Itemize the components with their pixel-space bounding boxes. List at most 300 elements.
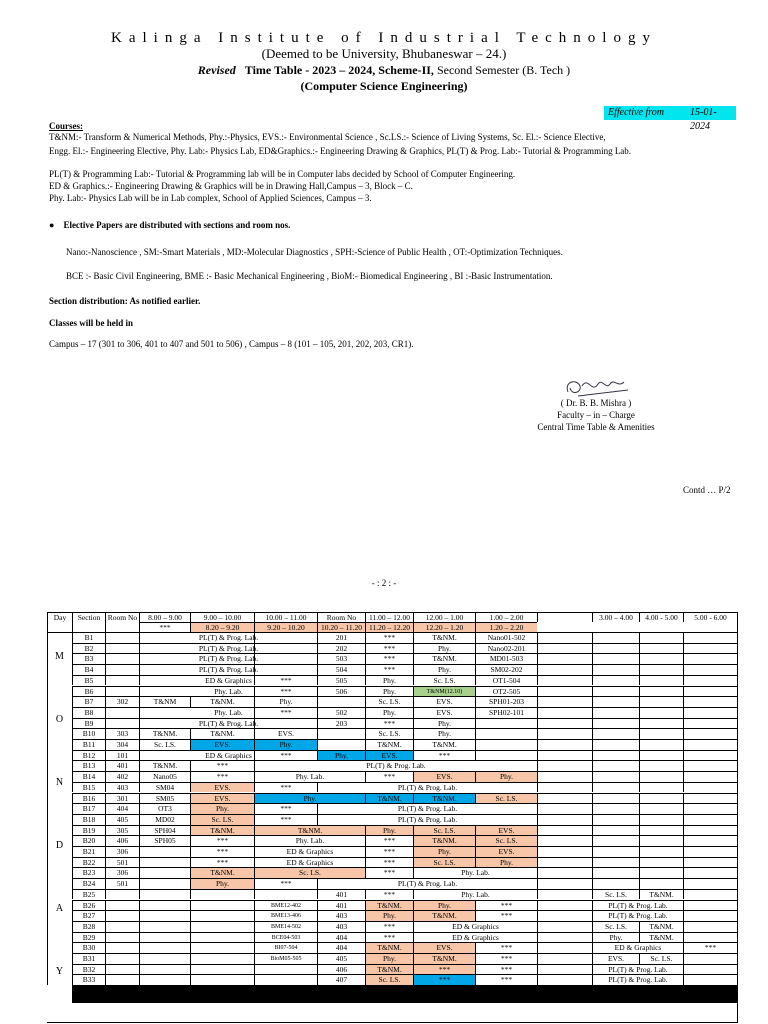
timetable-cell [683,932,737,943]
timetable-cell [537,932,592,943]
timetable-cell: Phy. Lab. [413,867,537,878]
header-slot: 3.00 – 4.00 [592,612,639,622]
timetable-cell [537,878,592,889]
timetable-cell: Phy. Lab. [139,686,317,697]
timetable-cell [537,921,592,932]
day-letter: Y [55,967,64,977]
timetable-cell [190,921,254,932]
timetable-cell: Phy. [413,846,475,857]
timetable-cell: MD01-503 [475,653,537,664]
section-cell: B29 [72,932,105,943]
timetable-cell [683,900,737,911]
timetable-cell [254,696,317,707]
timetable-cell [190,942,254,953]
timetable-cell: EVS. [190,739,254,750]
room-cell [105,675,139,686]
timetable-cell: *** [475,953,537,964]
timetable-cell: 506 [317,686,365,697]
timetable-cell: SM04 [139,782,190,793]
timetable-cell: *** [254,686,317,697]
timetable-cell [139,964,190,975]
timetable-cell [592,878,639,889]
header-slot: 1.00 – 2.00 [475,612,537,622]
header-section: Section [72,612,105,632]
section-cell: B8 [72,707,105,718]
timetable-cell: Phy. [190,878,254,889]
timetable-cell [639,814,683,825]
timetable-cell: SM05 [139,793,190,804]
room-cell [105,921,139,932]
timetable-cell: Sc. LS. [254,867,365,878]
elective-text: Elective Papers are distributed with sections and room nos. [63,220,291,230]
timetable-cell: SPH05 [139,835,190,846]
effective-date: 15-01-2024 [690,107,717,132]
timetable-cell: T&NM. [190,867,254,878]
scheme-label: Scheme-II, [378,63,434,77]
timetable-cell: T&NM. [254,825,365,836]
timetable-cell: PL(T) & Prog. Lab. [592,910,683,921]
header-slot: 9.00 – 10.00 [190,612,254,622]
timetable-cell: ED & Graphics [139,750,317,761]
timetable-cell [639,653,683,664]
elective-abbr-1: Nano:-Nanoscience , SM:-Smart Materials , MD:-Molecular Diagnostics , SPH:-Science of Public Health , OT:-Optimization Techniques. [66,247,563,257]
room-cell: 404 [105,803,139,814]
section-cell: B25 [72,889,105,900]
timetable-cell: *** [254,707,317,718]
timetable-cell [683,718,737,729]
day-letter: O [55,715,64,725]
room-cell: 302 [105,696,139,707]
timetable-cell: T&NM(12.10) [413,686,475,697]
subheader-slot: 12.20 – 1.20 [413,622,475,632]
header-room: Room No [105,612,139,632]
timetable-cell: T&NM. [413,653,475,664]
timetable-cell [683,793,737,804]
timetable-cell [537,675,592,686]
timetable-cell: T&NM. [639,932,683,943]
header-slot: 12.00 – 1.00 [413,612,475,622]
timetable-cell [639,696,683,707]
timetable-cell [592,675,639,686]
timetable-cell [683,739,737,750]
section-cell: B7 [72,696,105,707]
timetable-cell: Phy. [475,771,537,782]
timetable-cell [537,707,592,718]
university-line: (Deemed to be University, Bhubaneswar – 24.) [261,46,507,61]
timetable-cell: T&NM. [413,953,475,964]
timetable-cell [683,825,737,836]
signature-image [562,372,634,400]
timetable-cell [139,942,190,953]
timetable-cell: Sc. LS. [365,974,413,985]
timetable-cell: PL(T) & Prog. Lab. [317,782,537,793]
timetable-cell [254,718,317,729]
timetable-cell: EVS. [190,782,254,793]
timetable-cell: *** [190,846,254,857]
timetable-cell: ED & Graphics [592,942,683,953]
timetable-cell [683,835,737,846]
timetable-cell: Nano01-502 [475,632,537,643]
section-cell: B1 [72,632,105,643]
timetable-cell [537,846,592,857]
timetable-cell: Sc. LS. [413,825,475,836]
header-slot: 5.00 - 6.00 [683,612,737,622]
timetable-cell: OT3 [139,803,190,814]
timetable-cell: Phy. [365,910,413,921]
timetable-cell: *** [475,900,537,911]
timetable-cell: SM02-202 [475,664,537,675]
timetable-cell: PL(T) & Prog. Lab. [592,974,683,985]
timetable-cell: BI07-504 [254,942,317,953]
timetable-cell [139,900,190,911]
timetable-cell: Phy. [317,750,365,761]
timetable-cell [592,707,639,718]
timetable-cell: *** [254,675,317,686]
effective-label: Effective from [608,107,664,118]
timetable-cell: *** [413,750,475,761]
timetable-cell [537,942,592,953]
timetable-cell: BME14-502 [254,921,317,932]
timetable-cell: Phy. [592,932,639,943]
timetable-cell: BME12-402 [254,900,317,911]
timetable-cell: Sc. LS. [365,728,413,739]
timetable-cell: *** [254,750,317,761]
branch-title: (Computer Science Engineering) [300,79,468,93]
timetable-cell [537,974,592,985]
timetable-cell: PL(T) & Prog. Lab. [139,653,317,664]
timetable-cell: EVS. [413,771,475,782]
timetable-cell [190,953,254,964]
timetable-cell: OT2-505 [475,686,537,697]
timetable-cell [592,782,639,793]
timetable-cell: *** [254,814,317,825]
timetable-cell: Phy. [365,707,413,718]
timetable-cell: Phy. [475,857,537,868]
room-cell [105,974,139,985]
timetable-cell: 406 [317,964,365,975]
timetable-cell: Phy. Lab. [413,889,537,900]
timetable-cell [592,793,639,804]
timetable-cell: T&NM. [413,793,475,804]
day-column [47,632,72,985]
timetable-cell: 401 [317,900,365,911]
timetable-cell: 401 [317,889,365,900]
timetable-cell: *** [190,760,254,771]
timetable-cell [639,760,683,771]
timetable-cell: Sc. LS. [190,814,254,825]
timetable-cell [683,867,737,878]
room-cell [105,718,139,729]
timetable-cell: SPH01-203 [475,696,537,707]
timetable-cell [475,739,537,750]
timetable-cell: Sc. LS. [139,739,190,750]
section-cell: B12 [72,750,105,761]
timetable-cell [139,878,190,889]
section-cell: B23 [72,867,105,878]
timetable-cell: ED & Graphics [254,846,365,857]
timetable-cell: Phy. [365,825,413,836]
timetable-cell [190,910,254,921]
timetable-cell [592,718,639,729]
timetable-cell [683,632,737,643]
room-cell: 305 [105,825,139,836]
timetable-cell [537,825,592,836]
timetable-cell [592,664,639,675]
timetable-cell [639,664,683,675]
timetable-cell [139,857,190,868]
timetable-cell [592,803,639,814]
timetable-cell: *** [475,974,537,985]
room-cell [105,707,139,718]
timetable-cell: T&NM [139,696,190,707]
timetable-cell: Phy. [413,900,475,911]
room-cell [105,889,139,900]
timetable-cell: 203 [317,718,365,729]
timetable-cell [639,782,683,793]
timetable-cell: 407 [317,974,365,985]
timetable-cell: BioM05-505 [254,953,317,964]
timetable-cell: Nano02-201 [475,643,537,654]
timetable-cell [139,910,190,921]
timetable-cell [683,782,737,793]
timetable-cell: EVS. [413,696,475,707]
timetable-cell [683,814,737,825]
timetable-cell: *** [365,835,413,846]
timetable-cell [139,921,190,932]
timetable-cell [592,867,639,878]
timetable-cell: *** [365,632,413,643]
timetable-cell: Sc. LS. [413,857,475,868]
day-letter: N [55,778,64,788]
timetable-cell [317,739,365,750]
room-cell: 401 [105,760,139,771]
timetable-cell [592,814,639,825]
room-cell [105,632,139,643]
timetable-cell: T&NM. [413,835,475,846]
header-room-2: Room No [317,612,365,622]
timetable-cell: Phy. [190,803,254,814]
note-programming-lab: PL(T) & Programming Lab:- Tutorial & Programming lab will be in Computer labs decided by School of Computer Engineering. [49,169,516,179]
timetable-cell [139,974,190,985]
room-cell [105,653,139,664]
timetable-cell: *** [365,664,413,675]
timetable-cell [639,878,683,889]
table-footer-bar [72,985,737,1003]
timetable-cell: 202 [317,643,365,654]
room-cell [105,643,139,654]
room-cell [105,686,139,697]
timetable-cell: *** [475,942,537,953]
timetable-cell [592,760,639,771]
subheader-slot: 1.20 – 2.20 [475,622,537,632]
timetable-cell [639,793,683,804]
timetable-cell [537,632,592,643]
timetable-cell: 403 [317,921,365,932]
header-slot: 4.00 - 5.00 [639,612,683,622]
timetable-cell: PL(T) & Prog. Lab. [592,964,683,975]
timetable-cell [254,889,317,900]
timetable-cell: *** [254,803,317,814]
elective-abbr-2: BCE :- Basic Civil Engineering, BME :- Basic Mechanical Engineering , BioM:- Biomedical Engineering , BI :-Basic Instrumentation. [66,271,553,281]
timetable-cell: EVS. [413,942,475,953]
timetable-cell: T&NM. [639,921,683,932]
timetable-cell [254,632,317,643]
timetable-cell [537,750,592,761]
timetable-cell [639,867,683,878]
timetable-cell: PL(T) & Prog. Lab. [254,760,537,771]
timetable-cell: *** [475,910,537,921]
timetable-cell: Phy. [413,643,475,654]
room-cell: 304 [105,739,139,750]
timetable-cell [254,964,317,975]
timetable-cell [139,953,190,964]
section-cell: B19 [72,825,105,836]
timetable-cell: PL(T) & Prog. Lab. [139,632,317,643]
room-cell: 406 [105,835,139,846]
timetable-cell: Sc. LS. [592,921,639,932]
timetable-cell [537,760,592,771]
timetable-cell: Phy. Lab. [254,771,365,782]
continued-note: Contd … P/2 [683,485,731,495]
timetable-cell: 404 [317,932,365,943]
timetable-cell [537,696,592,707]
timetable-cell: Phy. Lab. [139,707,317,718]
timetable-cell [475,728,537,739]
timetable-cell [683,857,737,868]
section-cell: B3 [72,653,105,664]
timetable-cell [639,750,683,761]
signatory-role: Faculty – in – Charge [557,410,635,420]
timetable-cell: Sc. LS. [475,835,537,846]
classes-held: Classes will be held in [49,318,134,328]
timetable-cell [639,643,683,654]
timetable-cell [537,889,592,900]
timetable-cell: *** [413,964,475,975]
timetable-cell [639,771,683,782]
campus-info: Campus – 17 (301 to 306, 401 to 407 and 501 to 506) , Campus – 8 (101 – 105, 201, 202, 203, CR1). [49,339,414,349]
timetable-cell [537,900,592,911]
timetable-cell [683,910,737,921]
timetable-cell [683,686,737,697]
subheader-slot: 11.20 – 12.20 [365,622,413,632]
room-cell: 405 [105,814,139,825]
timetable-cell: 504 [317,664,365,675]
day-letter: D [55,841,64,851]
timetable-cell: PL(T) & Prog. Lab. [317,803,537,814]
section-cell: B18 [72,814,105,825]
timetable-cell: *** [190,771,254,782]
section-cell: B2 [72,643,105,654]
timetable-cell [592,750,639,761]
section-cell: B17 [72,803,105,814]
courses-line-1: T&NM:- Transform & Numerical Methods, Phy.:-Physics, EVS.:- Environmental Science , Sc.LS.:- Science of Living Systems, Sc. El.:- Science Elective, [49,132,606,142]
timetable-cell [592,825,639,836]
room-cell [105,664,139,675]
elective-note: ● Elective Papers are distributed with sections and room nos. [49,220,291,230]
timetable-cell [190,974,254,985]
timetable-cell [254,739,317,750]
note-ed-graphics: ED & Graphics.:- Engineering Drawing & Graphics will be in Drawing Hall,Campus – 3, Block – C. [49,181,413,191]
timetable-cell: ED & Graphics [413,921,537,932]
timetable-cell [254,664,317,675]
timetable-cell: EVS. [365,750,413,761]
timetable-cell [639,846,683,857]
room-cell: 101 [105,750,139,761]
timetable-cell: ED & Graphics [139,675,317,686]
courses-line-2: Engg. El.:- Engineering Elective, Phy. Lab:- Physics Lab, ED&Graphics.:- Engineering Drawing & Graphics, PL(T) & Prog. Lab:- Tutorial & Programming Lab. [49,146,632,156]
timetable-cell [190,900,254,911]
timetable-cell: *** [365,718,413,729]
timetable-cell: Phy. [254,696,317,707]
timetable-cell [683,953,737,964]
timetable-cell [254,643,317,654]
section-cell: B14 [72,771,105,782]
section-cell: B9 [72,718,105,729]
timetable-cell: EVS. [190,793,254,804]
semester-label: Second Semester (B. Tech ) [436,63,571,77]
timetable-cell: T&NM. [639,889,683,900]
timetable-cell [639,739,683,750]
timetable-cell [683,750,737,761]
section-cell: B6 [72,686,105,697]
timetable-cell: PL(T) & Prog. Lab. [592,900,683,911]
timetable-cell [592,632,639,643]
timetable-cell [537,653,592,664]
timetable-cell: *** [365,857,413,868]
timetable-cell: T&NM. [365,900,413,911]
timetable-cell: 405 [317,953,365,964]
timetable-cell: Phy. [365,675,413,686]
timetable-cell: T&NM. [365,793,413,804]
timetable-cell [475,718,537,729]
timetable-cell: 503 [317,653,365,664]
timetable-cell: T&NM. [365,942,413,953]
timetable-cell: Phy. [413,718,475,729]
timetable-cell [190,889,254,900]
timetable-cell: T&NM. [190,825,254,836]
timetable-cell [139,889,190,900]
timetable-cell: *** [365,771,413,782]
section-cell: B13 [72,760,105,771]
timetable-cell: 505 [317,675,365,686]
timetable-cell: *** [413,974,475,985]
section-cell: B31 [72,953,105,964]
header-slot [537,612,592,622]
timetable-cell: EVS. [475,825,537,836]
section-cell: B11 [72,739,105,750]
timetable-cell: PL(T) & Prog. Lab. [317,878,537,889]
timetable-cell [537,771,592,782]
timetable-cell [683,643,737,654]
revised-label: Revised [197,63,236,77]
timetable-cell [139,932,190,943]
timetable-cell [683,889,737,900]
subheader-slot: *** [139,622,190,632]
timetable-cell [592,739,639,750]
timetable-cell: *** [365,932,413,943]
section-cell: B22 [72,857,105,868]
timetable-cell: SPH04 [139,825,190,836]
section-cell: B24 [72,878,105,889]
timetable-cell [592,771,639,782]
timetable-cell [683,653,737,664]
header-slot: 8.00 – 9.00 [139,612,190,622]
section-cell: B30 [72,942,105,953]
timetable-cell: Sc. LS. [592,889,639,900]
timetable-cell [639,835,683,846]
timetable-cell: BME13-406 [254,910,317,921]
timetable-cell [639,707,683,718]
